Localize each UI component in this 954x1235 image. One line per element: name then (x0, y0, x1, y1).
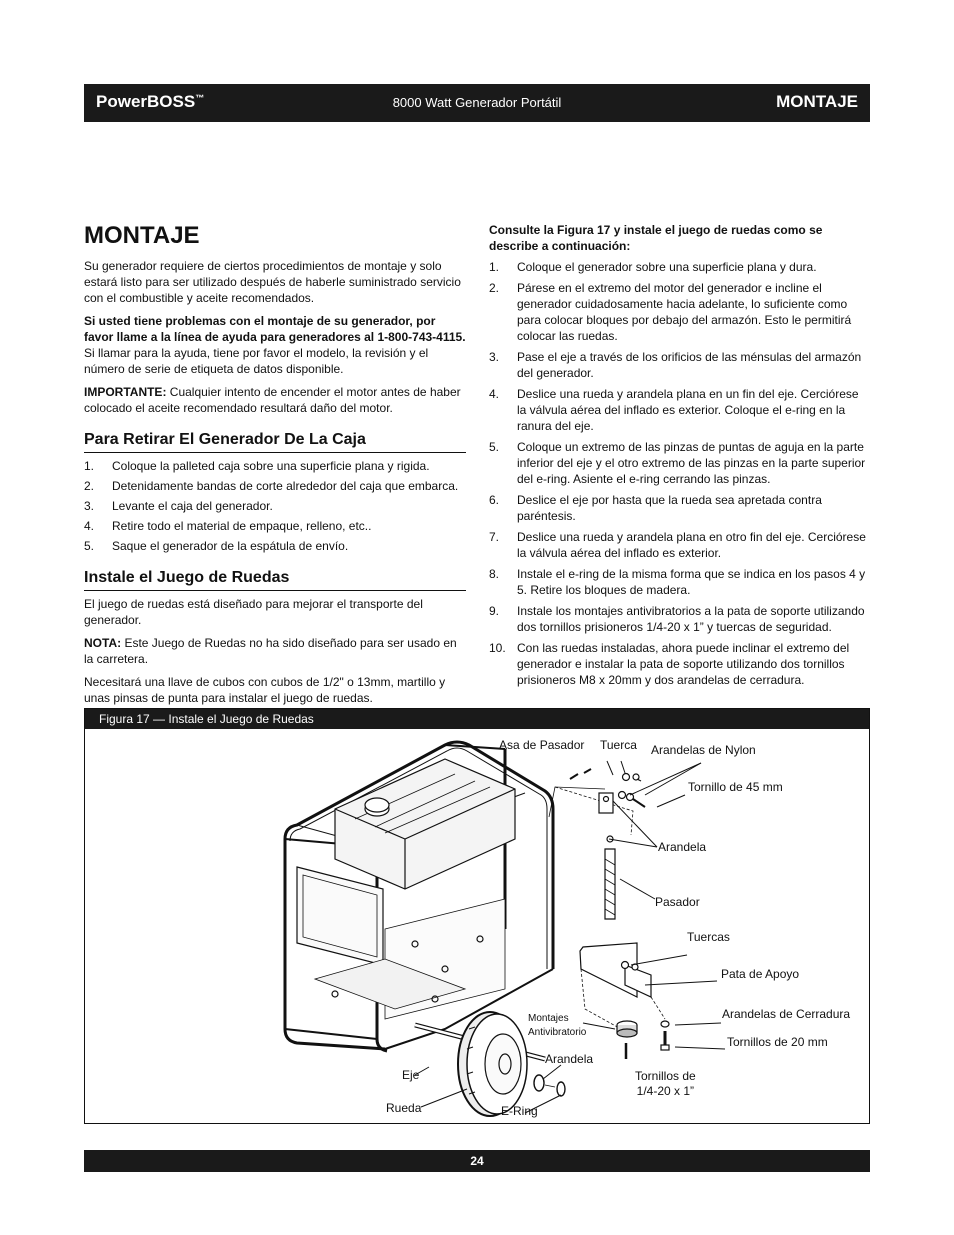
callout-montajes-line1: Montajes (528, 1013, 569, 1024)
support-leg (580, 943, 651, 1029)
section-name: MONTAJE (776, 92, 858, 111)
step-number: 1. (489, 260, 500, 274)
list-item (489, 492, 871, 524)
list-item (489, 640, 871, 688)
step-text: Levante el caja del generador. (112, 499, 273, 513)
step-number: 5. (489, 440, 500, 454)
handle-pin-hardware (549, 769, 645, 842)
step-number: 7. (489, 530, 500, 544)
callout-pata-apoyo: Pata de Apoyo (721, 967, 800, 981)
anti-vibration-mount (617, 1021, 637, 1059)
list-item (489, 566, 871, 598)
list-item (489, 349, 871, 381)
callout-montajes-line2: Antivibratorio (528, 1027, 587, 1038)
install-steps-list (489, 259, 871, 688)
callout-tuerca: Tuerca (600, 738, 637, 752)
step-number: 4. (489, 387, 500, 401)
list-item (489, 603, 871, 635)
callout-arandelas-nylon: Arandelas de Nylon (651, 743, 756, 757)
callout-arandela-top: Arandela (658, 840, 707, 854)
list-item (489, 386, 871, 434)
list-item (84, 478, 466, 494)
wheel (458, 1012, 527, 1116)
left-column (84, 222, 466, 713)
callout-tornillos-14 (635, 1069, 696, 1099)
step-text: Pase el eje a través de los orificios de las ménsulas del armazón del generador. (517, 350, 862, 380)
step-text: Coloque un extremo de las pinzas de puntas de aguja en la parte inferior del eje y el otro extremo de las pinzas en la parte superior del e-ring. Asiente el e-ring cerrando las pinzas. (517, 440, 866, 486)
remove-steps-list (84, 458, 466, 554)
step-text: Con las ruedas instaladas, ahora puede inclinar el extremo del generador e instalar la pata de soporte utilizando dos tornillos prisioneros M8 x 20mm y dos arandelas de cerradura. (517, 641, 850, 687)
callout-pasador: Pasador (655, 895, 700, 909)
step-text: Coloque el generador sobre una superficie plana y dura. (517, 260, 817, 274)
page-title: MONTAJE (84, 222, 200, 249)
step-number: 2. (489, 281, 500, 295)
e-ring-washer-bottom (534, 1075, 565, 1096)
step-number: 6. (489, 493, 500, 507)
callout-tuercas: Tuercas (687, 930, 730, 944)
step-number: 8. (489, 567, 500, 581)
note-paragraph (84, 635, 466, 667)
step-text: Detenidamente bandas de corte alrededor del caja que embarca. (112, 479, 459, 493)
brand-name: PowerBOSS (96, 92, 196, 111)
header-bar (84, 84, 870, 122)
callout-eje: Eje (402, 1068, 420, 1082)
step-number: 10. (489, 641, 506, 655)
callout-arandela-bottom: Arandela (545, 1052, 594, 1066)
callout-tornillos-14-line1: Tornillos de (635, 1069, 696, 1083)
step-number: 2. (84, 479, 95, 493)
step-text: Retire todo el material de empaque, relleno, etc.. (112, 519, 372, 533)
step-text: Deslice una rueda y arandela plana en un fin del eje. Cerciórese la válvula aérea del inflado es exterior. Coloque el e-ring en la ranura del eje. (517, 387, 859, 433)
note-text: Este Juego de Ruedas no ha sido diseñado para ser usado en la carretera. (84, 636, 457, 666)
fuel-tank (335, 759, 515, 889)
important-label: IMPORTANTE: (84, 385, 167, 399)
right-column (489, 222, 871, 693)
step-number: 3. (489, 350, 500, 364)
list-item (489, 439, 871, 487)
pin (605, 849, 615, 919)
tools-paragraph: Necesitará una llave de cubos con cubos de 1/2" o 13mm, martillo y unas pinsas de punta para instalar el juego de ruedas. (84, 675, 446, 705)
important-text: Cualquier intento de encender el motor antes de haber colocado el aceite recomendado resultará daño del motor. (84, 385, 461, 415)
figure-caption-bar (85, 709, 869, 729)
step-text: Párese en el extremo del motor del generador e incline el generador cuidadosamente hacia adelante, lo suficiente como para colocar bloques por debajo del armazón. Esto le permitirá colocar las ruedas. (517, 281, 852, 343)
help-paragraph (84, 313, 466, 377)
lock-washer-bolt (651, 997, 669, 1050)
wheels-heading: Instale el Juego de Ruedas (84, 568, 466, 591)
step-text: Deslice el eje por hasta que la rueda sea apretada contra paréntesis. (517, 493, 822, 523)
instructions-intro: Consulte la Figura 17 y instale el juego de ruedas como se describe a continuación: (489, 223, 823, 253)
step-number: 5. (84, 539, 95, 553)
list-item (84, 538, 466, 554)
step-text: Saque el generador de la espátula de envío. (112, 539, 349, 553)
footer-bar (84, 1150, 870, 1172)
note-label: NOTA: (84, 636, 122, 650)
document-title: 8000 Watt Generador Portátil (392, 95, 562, 110)
list-item (84, 458, 466, 474)
wheels-intro: El juego de ruedas está diseñado para mejorar el transporte del generador. (84, 597, 423, 627)
trademark-mark: ™ (195, 93, 205, 103)
step-number: 3. (84, 499, 95, 513)
figure-caption: Figura 17 — Instale el Juego de Ruedas (99, 712, 314, 726)
callout-montajes (528, 1012, 586, 1040)
figure-17 (84, 708, 870, 1124)
callout-arandelas-cerradura: Arandelas de Cerradura (722, 1007, 851, 1021)
callout-asa-pasador: Asa de Pasador (499, 738, 585, 752)
step-text: Instale los montajes antivibratorios a la pata de soporte utilizando dos tornillos prisioneros 1/4-20 x 1” y tuercas de seguridad. (517, 604, 865, 634)
callout-tornillos-14-line2: 1/4-20 x 1” (636, 1084, 695, 1098)
step-text: Coloque la palleted caja sobre una superficie plana y rigida. (112, 459, 430, 473)
callout-rueda: Rueda (386, 1101, 422, 1115)
step-number: 9. (489, 604, 500, 618)
page-number: 24 (470, 1154, 484, 1168)
list-item (84, 518, 466, 534)
important-paragraph (84, 384, 466, 416)
step-text: Instale el e-ring de la misma forma que se indica en los pasos 4 y 5. Retire los bloques de madera. (517, 567, 866, 597)
remove-heading: Para Retirar El Generador De La Caja (84, 430, 466, 453)
help-bold-text: Si usted tiene problemas con el montaje de su generador, por favor llame a la línea de ayuda para generadores al 1-800-743-4115. (84, 314, 466, 344)
intro-paragraph: Su generador requiere de ciertos procedimientos de montaje y solo estará listo para ser utilizado después de haberle suministrado servicio con el combustible y aceite recomendados. (84, 259, 461, 305)
callout-tornillo-45: Tornillo de 45 mm (688, 780, 783, 794)
help-text: Si llamar para la ayuda, tiene por favor el modelo, la revisión y el número de serie de etiqueta de datos disponible. (84, 346, 429, 376)
step-number: 4. (84, 519, 95, 533)
step-number: 1. (84, 459, 95, 473)
list-item (489, 259, 871, 275)
list-item (489, 280, 871, 344)
callout-e-ring: E-Ring (501, 1104, 538, 1118)
step-text: Deslice una rueda y arandela plana en otro fin del eje. Cerciórese la válvula aérea del inflado es exterior. (517, 530, 866, 560)
list-item (84, 498, 466, 514)
callout-tornillos-20: Tornillos de 20 mm (727, 1035, 828, 1049)
list-item (489, 529, 871, 561)
control-panel (297, 867, 383, 965)
